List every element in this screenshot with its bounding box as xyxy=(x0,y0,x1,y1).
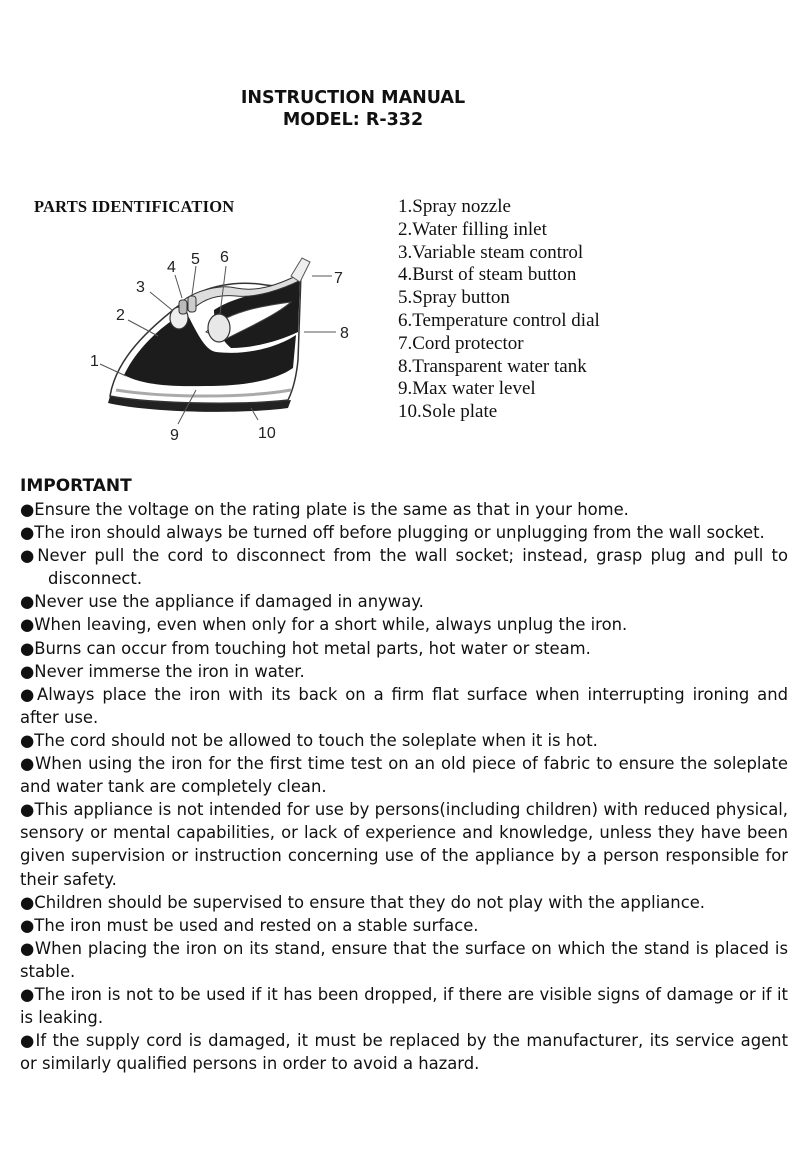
callout-1: 1 xyxy=(90,353,99,370)
safety-item: ●Never immerse the iron in water. xyxy=(20,661,305,681)
safety-instructions-list xyxy=(20,498,788,1075)
part-item: 10.Sole plate xyxy=(398,401,498,423)
safety-item: ●This appliance is not intended for use by persons(including children) with reduced physical, sensory or mental capabilities, or lack of experience and knowledge, unless they have been given supervision or instruction concerning use of the appliance by a person responsible for their safety. xyxy=(20,800,788,889)
parts-identification-heading: PARTS IDENTIFICATION xyxy=(34,197,235,216)
safety-item: ●If the supply cord is damaged, it must be replaced by the manufacturer, its service agent or similarly qualified persons in order to avoid a hazard. xyxy=(20,1031,788,1074)
safety-item: ●The iron is not to be used if it has been dropped, if there are visible signs of damage or if it is leaking. xyxy=(20,984,788,1028)
iron-diagram xyxy=(86,240,376,450)
callout-3: 3 xyxy=(136,279,145,296)
cord-protector-shape xyxy=(291,258,310,282)
safety-item: ●The iron must be used and rested on a stable surface. xyxy=(20,915,479,935)
part-item: 5.Spray button xyxy=(398,287,510,309)
callout-6: 6 xyxy=(220,249,229,266)
manual-title: INSTRUCTION MANUAL xyxy=(240,88,466,108)
part-item: 2.Water filling inlet xyxy=(398,218,547,240)
document-header xyxy=(0,87,706,131)
callout-8: 8 xyxy=(340,325,349,342)
callout-9: 9 xyxy=(170,427,179,444)
safety-item: ●When using the iron for the first time test on an old piece of fabric to ensure the soleplate and water tank are completely clean. xyxy=(20,754,788,797)
parts-list xyxy=(398,196,600,424)
part-item: 1.Spray nozzle xyxy=(398,196,511,217)
spray-button-shape xyxy=(188,296,196,312)
part-item: 9.Max water level xyxy=(398,378,536,400)
safety-item: ●When placing the iron on its stand, ensure that the surface on which the stand is placed is stable. xyxy=(20,938,788,981)
safety-item: ●The iron should always be turned off before plugging or unplugging from the wall socket. xyxy=(20,523,765,543)
safety-item: ●The cord should not be allowed to touch the soleplate when it is hot. xyxy=(20,730,598,750)
callout-2: 2 xyxy=(116,307,125,324)
part-item: 4.Burst of steam button xyxy=(398,264,577,286)
model-number: MODEL: R-332 xyxy=(282,110,424,130)
safety-item: ●Burns can occur from touching hot metal parts, hot water or steam. xyxy=(20,638,591,658)
part-item: 8.Transparent water tank xyxy=(398,355,587,377)
callout-4: 4 xyxy=(167,259,176,276)
safety-item: ●Never pull the cord to disconnect from the wall socket; instead, grasp plug and pull to disconnect. xyxy=(20,546,788,589)
part-item: 6.Temperature control dial xyxy=(398,309,600,331)
burst-button-shape xyxy=(179,300,187,314)
part-item: 7.Cord protector xyxy=(398,332,524,354)
safety-item: ●Children should be supervised to ensure that they do not play with the appliance. xyxy=(20,892,706,912)
important-heading: IMPORTANT xyxy=(20,476,132,496)
temperature-dial-shape xyxy=(208,314,230,342)
safety-item: ●Never use the appliance if damaged in anyway. xyxy=(20,592,424,612)
safety-item: ●Ensure the voltage on the rating plate is the same as that in your home. xyxy=(20,500,629,519)
part-item: 3.Variable steam control xyxy=(398,241,584,263)
safety-item: ●When leaving, even when only for a short while, always unplug the iron. xyxy=(20,615,628,635)
callout-5: 5 xyxy=(191,251,200,268)
callout-10: 10 xyxy=(258,425,276,442)
safety-item: ●Always place the iron with its back on a firm flat surface when interrupting ironing and after use. xyxy=(20,684,788,727)
callout-7: 7 xyxy=(334,270,343,287)
